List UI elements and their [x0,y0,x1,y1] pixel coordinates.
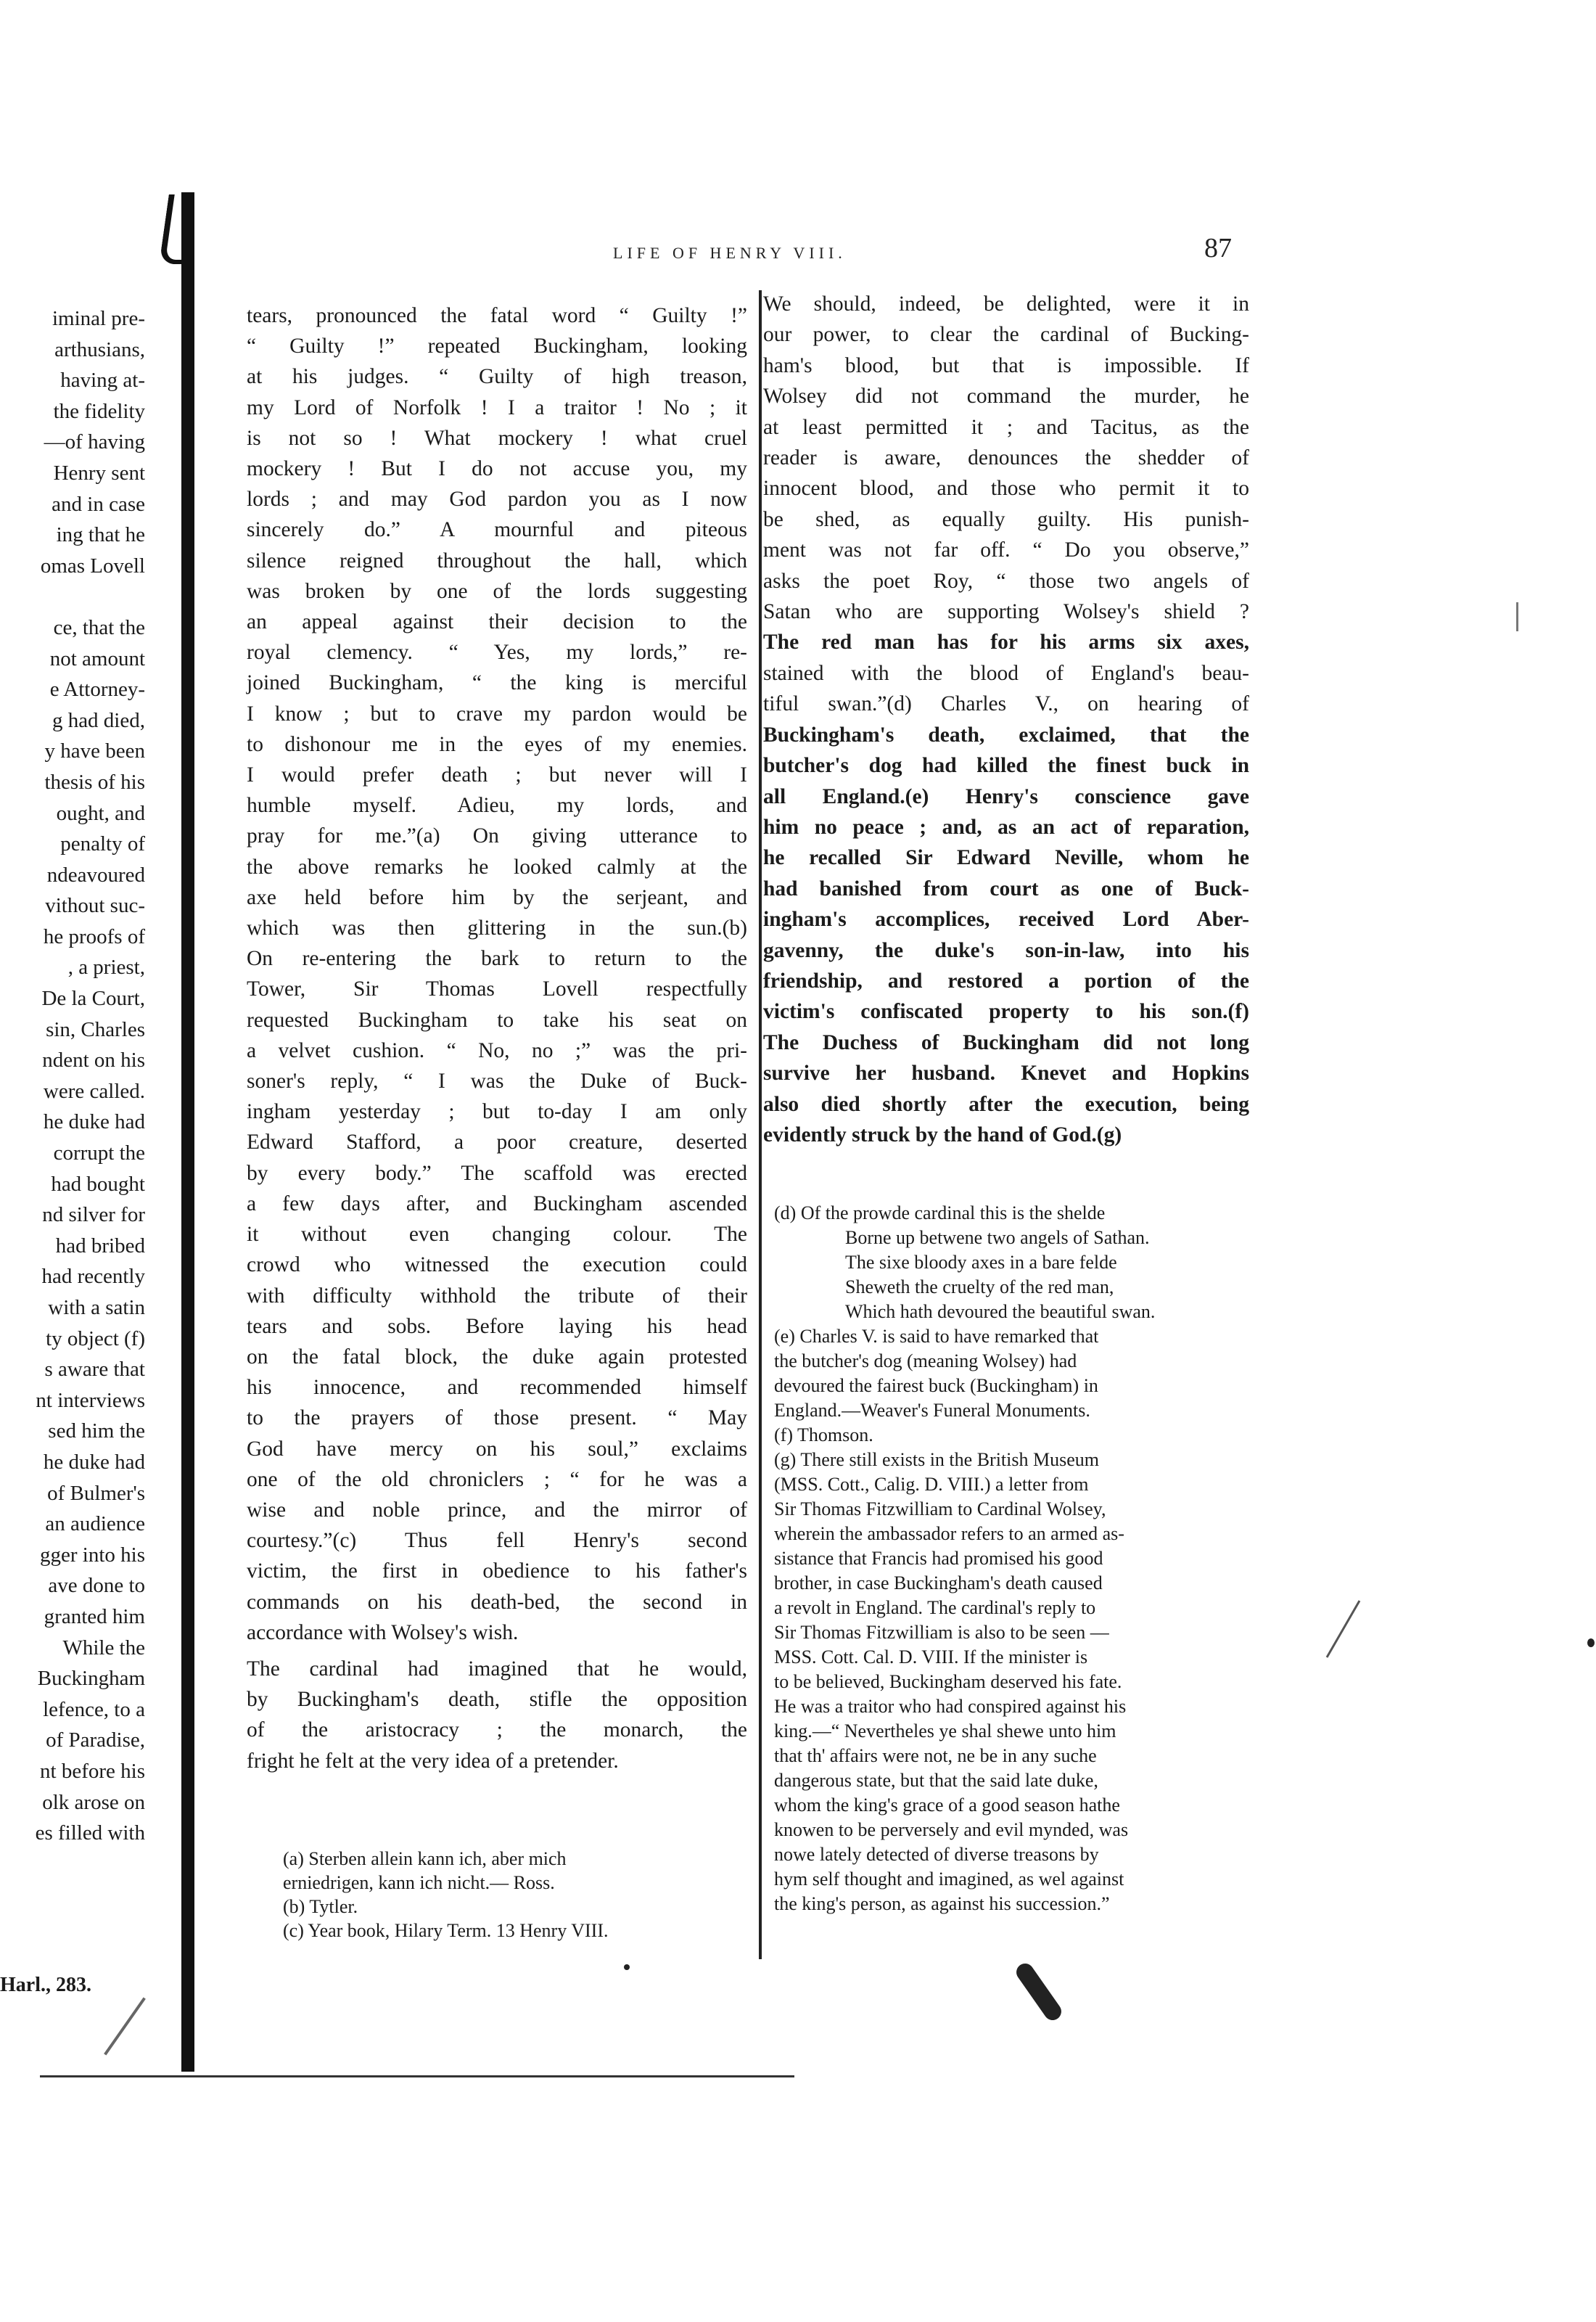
footnote-line: whom the king's grace of a good season hathe [774,1794,1120,1816]
margin-line: not amount [49,647,145,670]
text-line: innocent blood, and those who permit it to [763,477,1249,501]
footnote-line: devoured the fairest buck (Buckingham) in [774,1375,1098,1396]
margin-line: —of having [44,430,145,454]
text-line: ingham yesterday ; but to-day I am only [247,1100,747,1124]
footnote-line: wherein the ambassador refers to an armed as- [774,1523,1124,1544]
text-line: Tower, Sir Thomas Lovell respectfully [247,977,747,1001]
margin-line: and in case [52,492,145,516]
text-line: friendship, and restored a portion of the [763,969,1249,993]
text-line: an appeal against their decision to the [247,610,747,634]
margin-line: , a priest, [67,956,145,980]
text-line: silence reigned throughout the hall, which [247,549,747,573]
text-line: crowd who witnessed the execution could [247,1253,747,1277]
margin-line: olk arose on [42,1790,145,1814]
text-line: the above remarks he looked calmly at the [247,855,747,879]
margin-line: De la Court, [41,987,145,1011]
text-line: tiful swan.”(d) Charles V., on hearing of [763,692,1249,716]
footnote-line: Sir Thomas Fitzwilliam to Cardinal Wolsey, [774,1498,1106,1519]
text-line: axe held before him by the serjeant, and [247,885,747,909]
text-line: all England.(e) Henry's conscience gave [763,784,1249,808]
text-line: I know ; but to crave my pardon would be [247,702,747,726]
margin-line: ndeavoured [46,863,145,887]
margin-line: ave done to [48,1574,145,1598]
text-line: by every body.” The scaffold was erected [247,1161,747,1185]
margin-line: ce, that the [53,615,145,639]
margin-line: he duke had [43,1450,145,1474]
text-line: one of the old chroniclers ; “ for he was a [247,1467,747,1491]
text-line: by Buckingham's death, stifle the opposition [247,1688,747,1712]
right-footnotes [774,1201,1253,1916]
text-line: asks the poet Roy, “ those two angels of [763,569,1249,593]
text-line: evidently struck by the hand of God.(g) [763,1123,1122,1146]
text-line: The cardinal had imagined that he would, [247,1657,747,1681]
text-line: The red man has for his arms six axes, [763,631,1249,655]
footnote-line: brother, in case Buckingham's death caused [774,1572,1103,1593]
text-line: butcher's dog had killed the finest buck in [763,754,1249,778]
text-line: tears and sobs. Before laying his head [247,1314,747,1338]
middle-footnotes [283,1847,747,1942]
margin-line: gger into his [40,1543,145,1567]
text-line: ham's blood, but that is impossible. If [763,353,1249,377]
text-line: him no peace ; and, as an act of reparation, [763,815,1249,839]
column-divider [759,290,762,1959]
text-line: had banished from court as one of Buck- [763,877,1249,901]
margin-line: the fidelity [53,399,145,423]
text-line: royal clemency. “ Yes, my lords,” re- [247,641,747,665]
ink-speck [624,1964,630,1970]
page-number: 87 [1204,233,1232,263]
margin-line: had bribed [55,1234,145,1258]
footnote-line: (f) Thomson. [774,1424,873,1445]
text-line: reader is aware, denounces the shedder of [763,446,1249,470]
text-line: at his judges. “ Guilty of high treason, [247,365,747,389]
margin-line: with a satin [48,1296,145,1319]
text-line: is not so ! What mockery ! what cruel [247,426,747,450]
margin-line: Buckingham [37,1667,145,1691]
text-line: to dishonour me in the eyes of my enemies. [247,732,747,756]
margin-line: g had died, [52,708,145,732]
text-line: I would prefer death ; but never will I [247,763,747,787]
text-line: tears, pronounced the fatal word “ Guilty !” [247,304,747,327]
text-line: mockery ! But I do not accuse you, my [247,457,747,481]
footnote-line: Which hath devoured the beautiful swan. [845,1301,1156,1322]
text-line: joined Buckingham, “ the king is merciful [247,671,747,695]
margin-line: vithout suc- [45,894,145,918]
margin-line: lefence, to a [43,1697,145,1721]
binding-rule [181,192,194,2072]
text-line: a velvet cushion. “ No, no ;” was the pri- [247,1038,747,1062]
footnote-line: (a) Sterben allein kann ich, aber mich [283,1848,567,1869]
margin-line: he duke had [43,1110,145,1134]
text-line: on the fatal block, the duke again protested [247,1345,747,1369]
footnote-line: England.—Weaver's Funeral Monuments. [774,1400,1090,1421]
text-line: Wolsey did not command the murder, he [763,385,1249,409]
footnote-line: the king's person, as against his succession.” [774,1893,1110,1914]
text-line: my Lord of Norfolk ! I a traitor ! No ; it [247,395,747,419]
margin-line: of Bulmer's [47,1481,145,1505]
text-line: fright he felt at the very idea of a pretender. [247,1749,619,1773]
text-line: Buckingham's death, exclaimed, that the [763,723,1249,747]
pencil-stroke-mark [1516,602,1518,631]
margin-line: nt interviews [36,1388,145,1412]
text-line: We should, indeed, be delighted, were it in [763,292,1249,316]
text-line: lords ; and may God pardon you as I now [247,488,747,512]
text-line: Edward Stafford, a poor creature, deserted [247,1131,747,1154]
text-line: his innocence, and recommended himself [247,1376,747,1400]
margin-line: had bought [51,1172,145,1196]
text-line: of the aristocracy ; the monarch, the [247,1718,747,1742]
text-line: commands on his death-bed, the second in [247,1590,747,1614]
margin-line: granted him [44,1604,145,1628]
text-line: to the prayers of those present. “ May [247,1406,747,1430]
footnote-line: hym self thought and imagined, as wel against [774,1868,1124,1890]
text-line: victim, the first in obedience to his father's [247,1559,747,1583]
text-line: victim's confiscated property to his son.(f) [763,1000,1249,1024]
margin-line: sed him the [48,1419,145,1443]
right-text-column [763,289,1249,1150]
footnote-line: that th' affairs were not, ne be in any suche [774,1745,1097,1766]
footnote-line: MSS. Cott. Cal. D. VIII. If the minister is [774,1646,1088,1667]
footnote-line: (e) Charles V. is said to have remarked that [774,1326,1099,1347]
footnote-line: a revolt in England. The cardinal's reply to [774,1597,1096,1618]
text-line: which was then glittering in the sun.(b) [247,916,747,940]
text-line: be shed, as equally guilty. His punish- [763,507,1249,531]
margin-line: corrupt the [53,1141,145,1165]
margin-line: thesis of his [44,770,145,794]
margin-line: y have been [44,739,145,763]
text-line: “ Guilty !” repeated Buckingham, looking [247,335,747,358]
margin-line: nd silver for [42,1203,145,1227]
text-line: also died shortly after the execution, being [763,1092,1249,1116]
text-line: ment was not far off. “ Do you observe,” [763,538,1249,562]
text-line: with difficulty withhold the tribute of their [247,1284,747,1308]
footnote-line: knowen to be perversely and evil mynded, was [774,1819,1129,1840]
margin-line: arthusians, [54,337,145,361]
margin-line: es filled with [35,1821,145,1845]
text-line: gavenny, the duke's son-in-law, into his [763,938,1249,962]
left-margin-column [0,303,145,1849]
footnote-line: dangerous state, but that the said late duke, [774,1770,1098,1791]
text-line: survive her husband. Knevet and Hopkins [763,1062,1249,1086]
text-line: God have mercy on his soul,” exclaims [247,1437,747,1461]
pencil-stroke-mark [104,1997,146,2055]
margin-line: an audience [45,1512,145,1536]
margin-line: he proofs of [43,924,145,948]
margin-line: Henry sent [53,461,145,485]
margin-line: ty object (f) [46,1326,145,1350]
left-margin-footnote: Harl., 283. [0,1974,91,1996]
footnote-line: erniedrigen, kann ich nicht.— Ross. [283,1872,555,1893]
text-line: humble myself. Adieu, my lords, and [247,794,747,818]
margin-line: s aware that [44,1358,145,1382]
margin-line: penalty of [60,832,145,856]
footnote-line: The sixe bloody axes in a bare felde [845,1252,1117,1273]
text-line: On re-entering the bark to return to the [247,947,747,971]
footnote-line: Sheweth the cruelty of the red man, [845,1276,1114,1297]
margin-line: of Paradise, [46,1728,145,1752]
text-line: pray for me.”(a) On giving utterance to [247,824,747,848]
margin-line: ought, and [56,801,145,825]
text-line: our power, to clear the cardinal of Bucking- [763,323,1249,347]
footnote-line: to be believed, Buckingham deserved his fate. [774,1671,1122,1692]
pencil-stroke-mark [1326,1600,1361,1657]
footnote-line: king.—“ Nevertheles ye shal shewe unto him [774,1720,1116,1742]
text-line: courtesy.”(c) Thus fell Henry's second [247,1529,747,1553]
margin-line: While the [62,1636,145,1660]
text-line: stained with the blood of England's beau- [763,661,1249,685]
footnote-line: (d) Of the prowde cardinal this is the shelde [774,1202,1106,1223]
margin-line: ndent on his [42,1049,145,1072]
text-line: was broken by one of the lords suggesting [247,579,747,603]
footnote-line: Borne up betwene two angels of Sathan. [845,1227,1150,1248]
margin-line: omas Lovell [40,554,145,578]
footnote-line: sistance that Francis had promised his good [774,1548,1103,1569]
footnote-line: nowe lately detected of diverse treasons by [774,1844,1099,1865]
text-line: The Duchess of Buckingham did not long [763,1030,1249,1054]
text-line: he recalled Sir Edward Neville, whom he [763,846,1249,870]
text-line: accordance with Wolsey's wish. [247,1620,519,1644]
footnote-line: He was a traitor who had conspired against his [774,1696,1127,1717]
bottom-rule [40,2075,794,2077]
margin-line: having at- [60,369,145,393]
footnote-line: (MSS. Cott., Calig. D. VIII.) a letter from [774,1474,1089,1495]
text-line: wise and noble prince, and the mirror of [247,1498,747,1522]
margin-line: ing that he [56,523,145,547]
text-line: ingham's accomplices, received Lord Aber- [763,908,1249,932]
margin-line [0,581,145,612]
footnote-line: the butcher's dog (meaning Wolsey) had [774,1350,1077,1371]
text-line: at least permitted it ; and Tacitus, as the [763,415,1249,439]
text-line: requested Buckingham to take his seat on [247,1008,747,1032]
text-line: sincerely do.” A mournful and piteous [247,518,747,542]
footnote-line: (c) Year book, Hilary Term. 13 Henry VIII. [283,1920,609,1941]
middle-text-column [247,300,747,1776]
running-head: LIFE OF HENRY VIII. [613,244,847,262]
text-line: a few days after, and Buckingham ascended [247,1191,747,1215]
footnote-line: (b) Tytler. [283,1896,358,1917]
ink-speck [1587,1638,1595,1647]
footnote-line: Sir Thomas Fitzwilliam is also to be seen — [774,1622,1109,1643]
footnote-line: (g) There still exists in the British Museum [774,1449,1099,1470]
margin-line: were called. [43,1079,145,1103]
text-line: soner's reply, “ I was the Duke of Buck- [247,1070,747,1094]
margin-line: nt before his [40,1759,145,1783]
margin-line: e Attorney- [49,678,145,702]
margin-line: had recently [41,1265,145,1289]
text-line: it without even changing colour. The [247,1223,747,1247]
text-line: Satan who are supporting Wolsey's shield ? [763,600,1249,624]
ink-blot-mark [1013,1960,1064,2023]
margin-line: sin, Charles [46,1017,145,1041]
margin-line: iminal pre- [52,307,145,330]
